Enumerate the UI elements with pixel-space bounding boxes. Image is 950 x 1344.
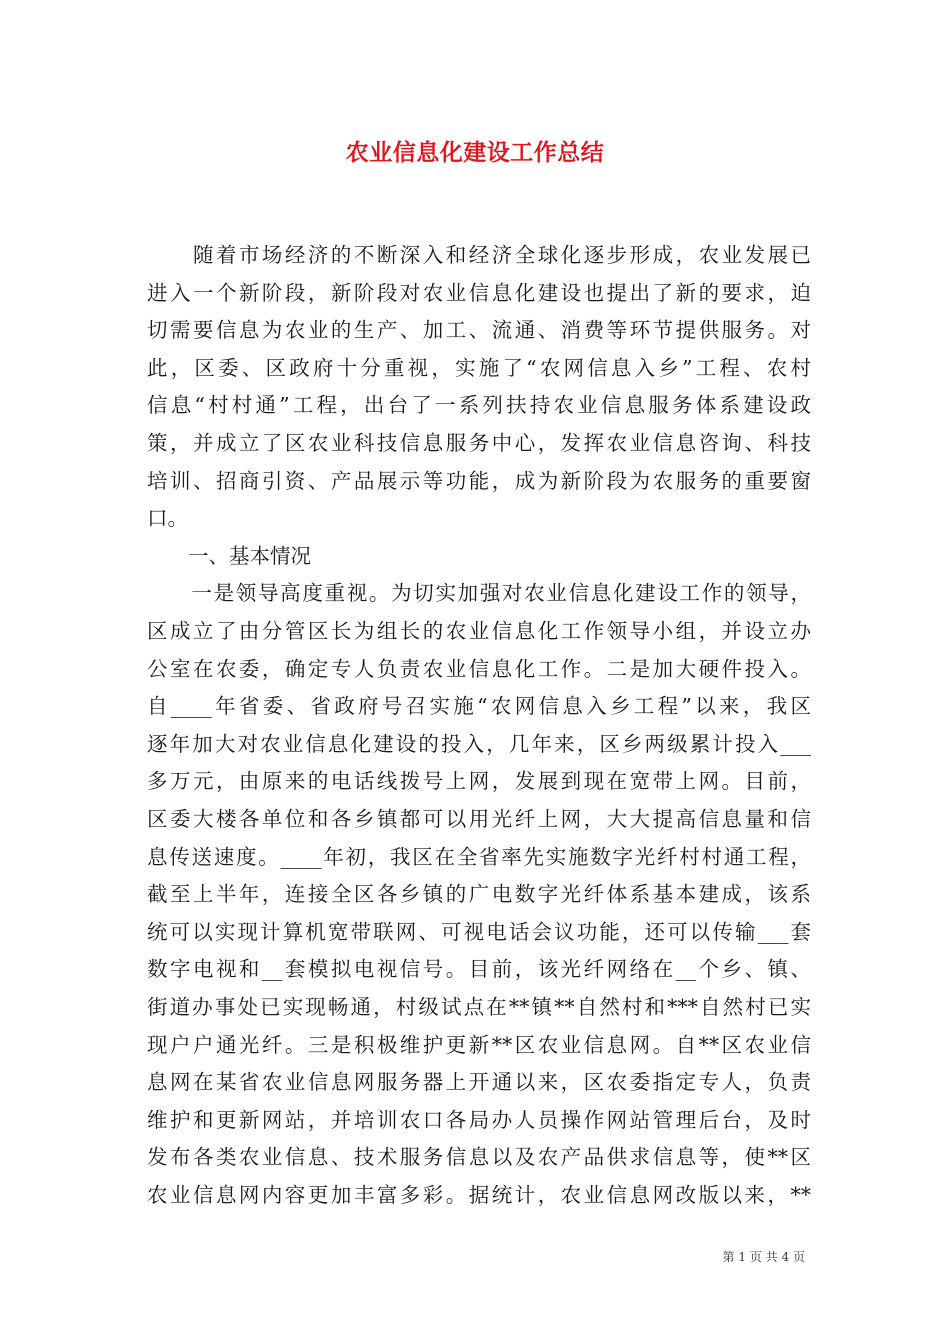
body-line: 维护和更新网站，并培训农口各局办人员操作网站管理后台，及时	[147, 1107, 811, 1132]
body-line: 信息“村村通”工程，出台了一系列扶持农业信息服务体系建设政	[147, 393, 811, 418]
body-line: 培训、招商引资、产品展示等功能，成为新阶段为农服务的重要窗	[147, 468, 811, 493]
body-line: 数字电视和__套模拟电视信号。目前，该光纤网络在__个乡、镇、	[147, 957, 811, 982]
body-line: 自____年省委、省政府号召实施“农网信息入乡工程”以来，我区	[147, 694, 811, 719]
footer-prefix: 第	[722, 1250, 735, 1264]
body-line: 一是领导高度重视。为切实加强对农业信息化建设工作的领导，	[147, 581, 811, 606]
body-line: 统可以实现计算机宽带联网、可视电话会议功能，还可以传输___套	[147, 919, 811, 944]
footer-page-number: 1	[738, 1250, 747, 1264]
body-line: 现户户通光纤。三是积极维护更新**区农业信息网。自**区农业信	[147, 1032, 811, 1057]
body-line: 农业信息网内容更加丰富多彩。据统计，农业信息网改版以来，**	[147, 1183, 811, 1207]
body-line: 街道办事处已实现畅通，村级试点在**镇**自然村和***自然村已实	[147, 995, 811, 1019]
body-line: 多万元，由原来的电话线拨号上网，发展到现在宽带上网。目前，	[147, 769, 811, 794]
body-line: 逐年加大对农业信息化建设的投入，几年来，区乡两级累计投入___	[147, 731, 811, 756]
body-line: 区委大楼各单位和各乡镇都可以用光纤上网，大大提高信息量和信	[147, 807, 811, 831]
body-line: 截至上半年，连接全区各乡镇的广电数字光纤体系基本建成，该系	[147, 882, 811, 907]
footer-suffix: 页	[792, 1250, 805, 1264]
body-line: 口。	[147, 506, 188, 531]
body-line: 公室在农委，确定专人负责农业信息化工作。二是加大硬件投入。	[147, 656, 811, 681]
body-line: 随着市场经济的不断深入和经济全球化逐步形成，农业发展已	[147, 243, 811, 267]
body-line: 息传送速度。____年初，我区在全省率先实施数字光纤村村通工程，	[147, 844, 811, 869]
body-line: 区成立了由分管区长为组长的农业信息化工作领导小组，并设立办	[147, 619, 811, 643]
body-line: 此，区委、区政府十分重视，实施了“农网信息入乡”工程、农村	[147, 355, 811, 380]
footer-middle: 页 共	[749, 1250, 778, 1264]
document-title: 农业信息化建设工作总结	[345, 139, 605, 166]
body-line: 一、基本情况	[147, 543, 311, 568]
page-footer	[723, 1248, 805, 1265]
body-line: 切需要信息为农业的生产、加工、流通、消费等环节提供服务。对	[147, 318, 811, 343]
body-line: 进入一个新阶段，新阶段对农业信息化建设也提出了新的要求，迫	[147, 280, 811, 305]
footer-total-pages: 4	[781, 1250, 790, 1264]
body-line: 发布各类农业信息、技术服务信息以及农产品供求信息等，使**区	[147, 1145, 811, 1170]
body-line: 策，并成立了区农业科技信息服务中心，发挥农业信息咨询、科技	[147, 431, 811, 455]
body-line: 息网在某省农业信息网服务器上开通以来，区农委指定专人，负责	[147, 1070, 811, 1095]
